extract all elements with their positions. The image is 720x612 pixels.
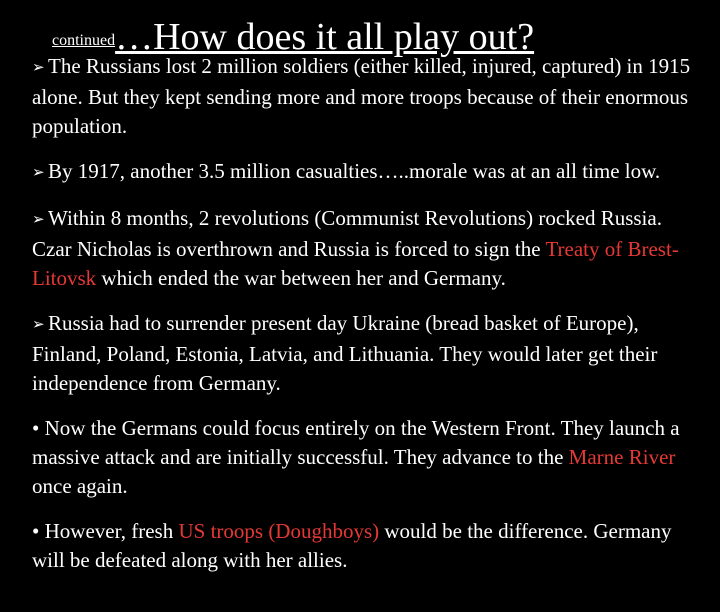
bullet-item — [32, 204, 692, 293]
bullet-text: once again. — [32, 474, 128, 498]
bullet-item — [32, 517, 692, 575]
arrow-icon: ➢ — [32, 163, 45, 181]
bullet-dot-icon: • — [32, 519, 45, 543]
title-main: …How does it all play out? — [115, 16, 535, 58]
bullet-item — [32, 52, 692, 141]
bullet-text: By 1917, another 3.5 million casualties…..morale was at an all time low. — [48, 159, 661, 183]
highlighted-term: US troops (Doughboys) — [178, 519, 380, 543]
bullet-text: which ended the war between her and Germany. — [96, 266, 506, 290]
bullet-text: would be the difference. Germany will be defeated along with her allies. — [32, 519, 672, 572]
bullet-dot-icon: • — [32, 416, 45, 440]
highlighted-term: Marne River — [568, 445, 676, 469]
bullet-item — [32, 157, 692, 188]
bullet-text: Within 8 months, 2 revolutions (Communist Revolutions) rocked Russia. Czar Nicholas is overthrown and Russia is forced to sign the — [32, 206, 662, 261]
bullet-text: Russia had to surrender present day Ukraine (bread basket of Europe), Finland, Poland, Estonia, Latvia, and Lithuania. They would later get their independence from Germany. — [32, 311, 658, 395]
arrow-icon: ➢ — [32, 58, 45, 76]
bullet-text: Now the Germans could focus entirely on the Western Front. They launch a massive attack and are initially successful. They advance to the — [32, 416, 680, 469]
arrow-icon: ➢ — [32, 210, 45, 228]
bullet-text: The Russians lost 2 million soldiers (either killed, injured, captured) in 1915 alone. But they kept sending more and more troops because of their enormous population. — [32, 54, 691, 138]
title-tag: continued — [52, 32, 116, 49]
bullet-item — [32, 309, 692, 398]
bullet-item — [32, 414, 692, 501]
bullet-text: However, fresh — [44, 519, 179, 543]
arrow-icon: ➢ — [32, 315, 45, 333]
highlighted-term: Treaty of Brest-Litovsk — [32, 237, 679, 290]
slide-body — [32, 52, 692, 591]
